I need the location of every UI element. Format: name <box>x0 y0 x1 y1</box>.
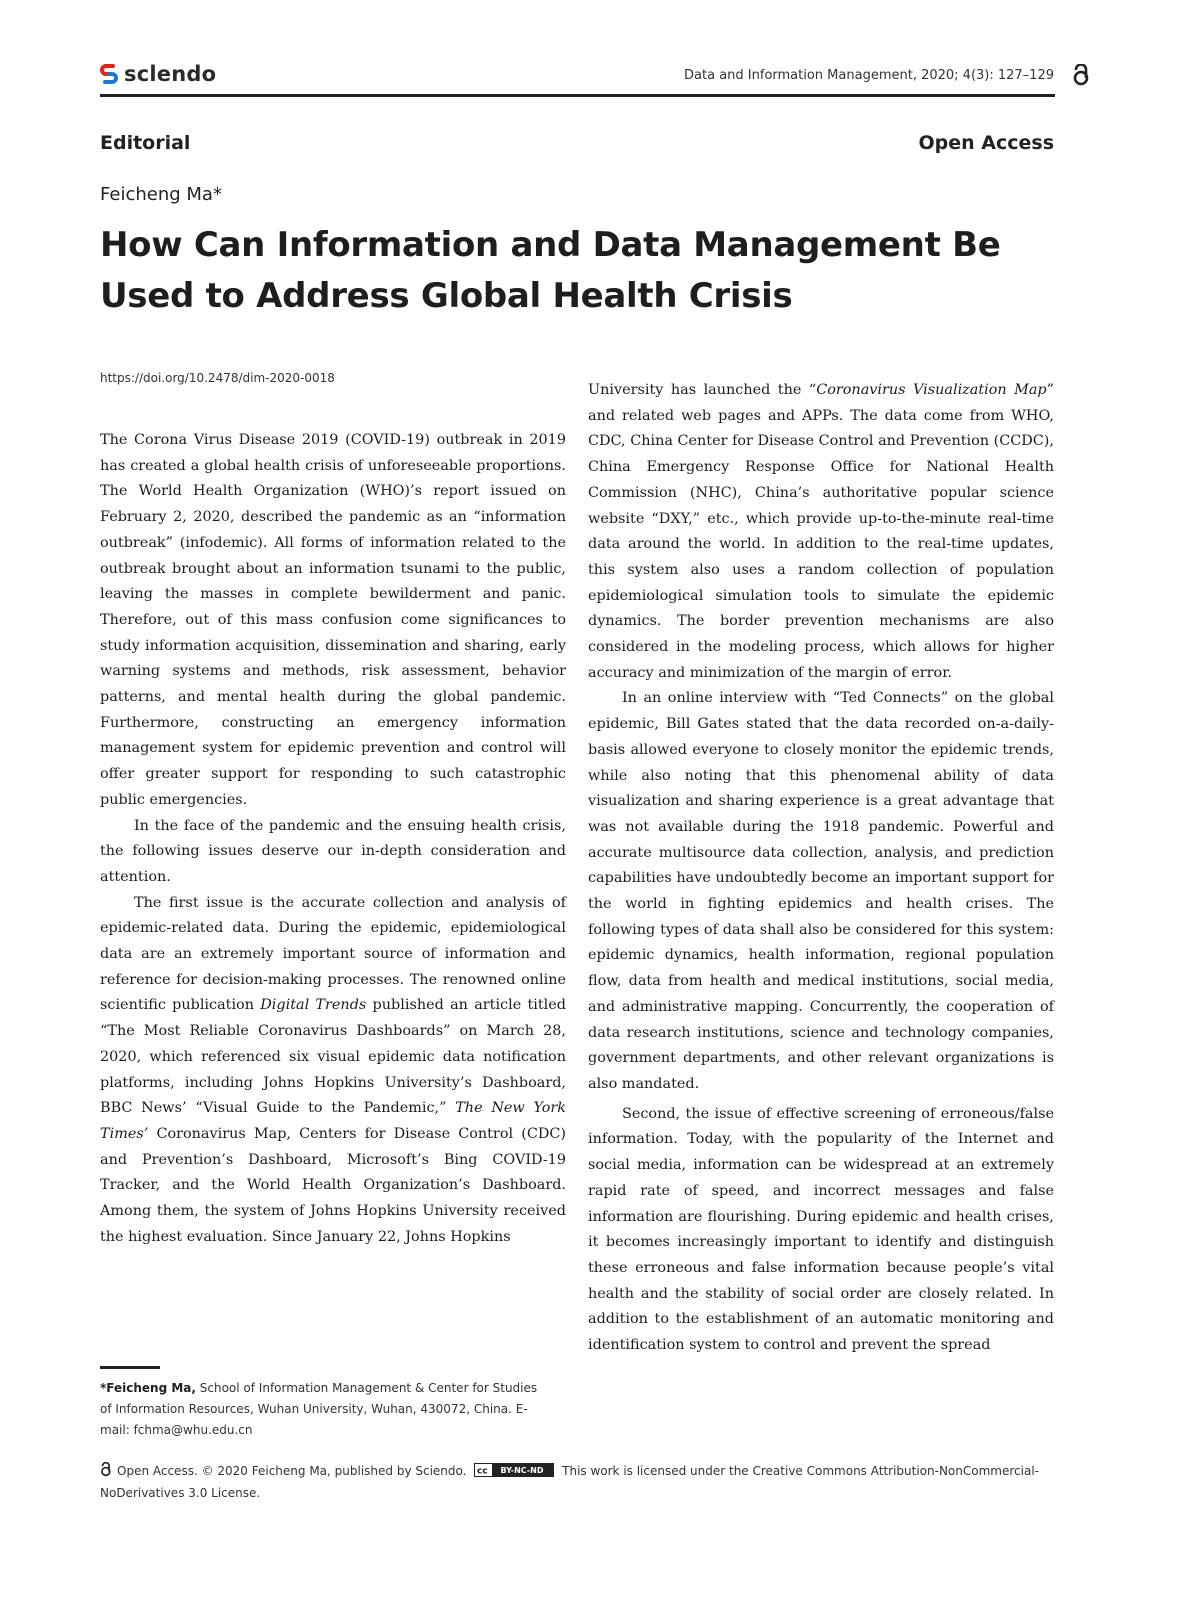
paragraph: University has launched the “Coronavirus Visualization Map” and related web pages and APPs. The data come from WHO, CDC, China Center for Disease Control and Prevention (CCDC), China Emergency Response Office for National Health Commission (NHC), China’s authoritative popular science website “DXY,” etc., which provide up-to-the-minute real-time data around the world. In addition to the real-time updates, this system also uses a random collection of population epidemiological simulation tools to simulate the epidemic dynamics. The border prevention mechanisms are also considered in the modeling process, which allows for higher accuracy and minimization of the margin of error. <box>588 382 1054 681</box>
footnote-affiliation: School of Information Management & Center for Studies of Information Resources, Wuhan University, Wuhan, 430072, China. E-mail: fchma@whu.edu.cn <box>100 1381 538 1437</box>
author-footnote <box>100 1378 540 1441</box>
article-type-label: Editorial <box>100 132 191 154</box>
paragraph: The first issue is the accurate collection and analysis of epidemic-related data. During the epidemic, epidemiological data are an extremely important source of information and reference for decision-making processes. The renowned online scientific publication Digital Trends published an article titled “The Most Reliable Coronavirus Dashboards” on March 28, 2020, which referenced six visual epidemic data notification platforms, including Johns Hopkins University’s Dashboard, BBC News’ “Visual Guide to the Pandemic,” The New York Times’ Coronavirus Map, Centers for Disease Control (CDC) and Prevention’s Dashboard, Microsoft’s Bing COVID-19 Tracker, and the World Health Organization’s Dashboard. Among them, the system of Johns Hopkins University received the highest evaluation. Since January 22, Johns Hopkins <box>100 894 566 1245</box>
open-access-icon <box>100 1462 113 1477</box>
doi-link[interactable]: https://doi.org/10.2478/dim-2020-0018 <box>100 371 335 385</box>
license-statement <box>100 1460 1060 1504</box>
paragraph: In an online interview with “Ted Connects” on the global epidemic, Bill Gates stated that the data recorded on-a-daily-basis allowed everyone to closely monitor the epidemic trends, while also noting that this phenomenal ability of data visualization and sharing experience is a great advantage that was not available during the 1918 pandemic. Powerful and accurate multisource data collection, analysis, and prediction capabilities have undoubtedly become an important support for the world in fighting epidemics and health crises. The following types of data shall also be considered for this system: epidemic dynamics, health information, regional population flow, data from health and medical institutions, social media, and administrative mapping. Concurrently, the cooperation of data research institutions, science and technology companies, government departments, and other relevant organizations is also mandated. <box>588 690 1054 1092</box>
open-access-label: Open Access <box>918 132 1054 154</box>
svg-text:cc: cc <box>477 1466 488 1477</box>
journal-reference: Data and Information Management, 2020; 4(3): 127–129 <box>684 68 1054 83</box>
publication-name: Digital Trends <box>260 997 367 1014</box>
paragraph: In the face of the pandemic and the ensuing health crisis, the following issues deserve our in-depth consideration and attention. <box>100 817 566 885</box>
open-access-icon <box>1072 64 1092 86</box>
cc-by-nc-nd-badge-icon[interactable] <box>474 1463 554 1477</box>
title-line-1: How Can Information and Data Management Be <box>100 225 1001 265</box>
license-text-part1: Open Access. © 2020 Feicheng Ma, published by Sciendo. <box>117 1464 467 1478</box>
cc-badge-text: BY-NC-ND <box>500 1466 544 1475</box>
footnote-author-name: *Feicheng Ma, <box>100 1381 196 1395</box>
footnote-rule <box>100 1366 160 1369</box>
publication-name: The New York Times’ <box>100 1100 566 1142</box>
paragraph: The Corona Virus Disease 2019 (COVID-19) outbreak in 2019 has created a global health crisis of unforeseeable proportions. The World Health Organization (WHO)’s report issued on February 2, 2020, described the pandemic as an “information outbreak” (infodemic). All forms of information related to the outbreak brought about an information tsunami to the public, leaving the masses in complete bewilderment and panic. Therefore, out of this mass confusion come significances to study information acquisition, dissemination and sharing, early warning systems and methods, risk assessment, behavior patterns, and mental health during the global pandemic. Furthermore, constructing an emergency information management system for epidemic prevention and control will offer greater support for responding to such catastrophic public emergencies. <box>100 432 566 808</box>
body-column-left <box>100 428 566 1251</box>
title-line-2: Used to Address Global Health Crisis <box>100 276 793 316</box>
paragraph: Second, the issue of effective screening of erroneous/false information. Today, with the popularity of the Internet and social media, information can be widespread at an extremely rapid rate of speed, and incorrect messages and false information are flourishing. During epidemic and health crises, it becomes increasingly important to identify and distinguish these erroneous and false information because people’s vital health and the stability of social order are closely related. In addition to the establishment of an automatic monitoring and identification system to control and prevent the spread <box>588 1105 1054 1354</box>
header-rule <box>100 94 1055 97</box>
article-title <box>100 220 1060 322</box>
author-line: Feicheng Ma* <box>100 184 222 205</box>
body-column-right <box>588 378 1054 1359</box>
sciendo-logo-mark-icon <box>100 63 118 85</box>
license-text-part2: This work is licensed under the Creative Commons Attribution-NonCommercial-NoDerivatives 3.0 License. <box>100 1464 1039 1500</box>
system-name: Coronavirus Visualization Map <box>816 382 1047 398</box>
sciendo-logo[interactable] <box>100 62 216 86</box>
sciendo-logo-text: sclendo <box>124 62 217 86</box>
